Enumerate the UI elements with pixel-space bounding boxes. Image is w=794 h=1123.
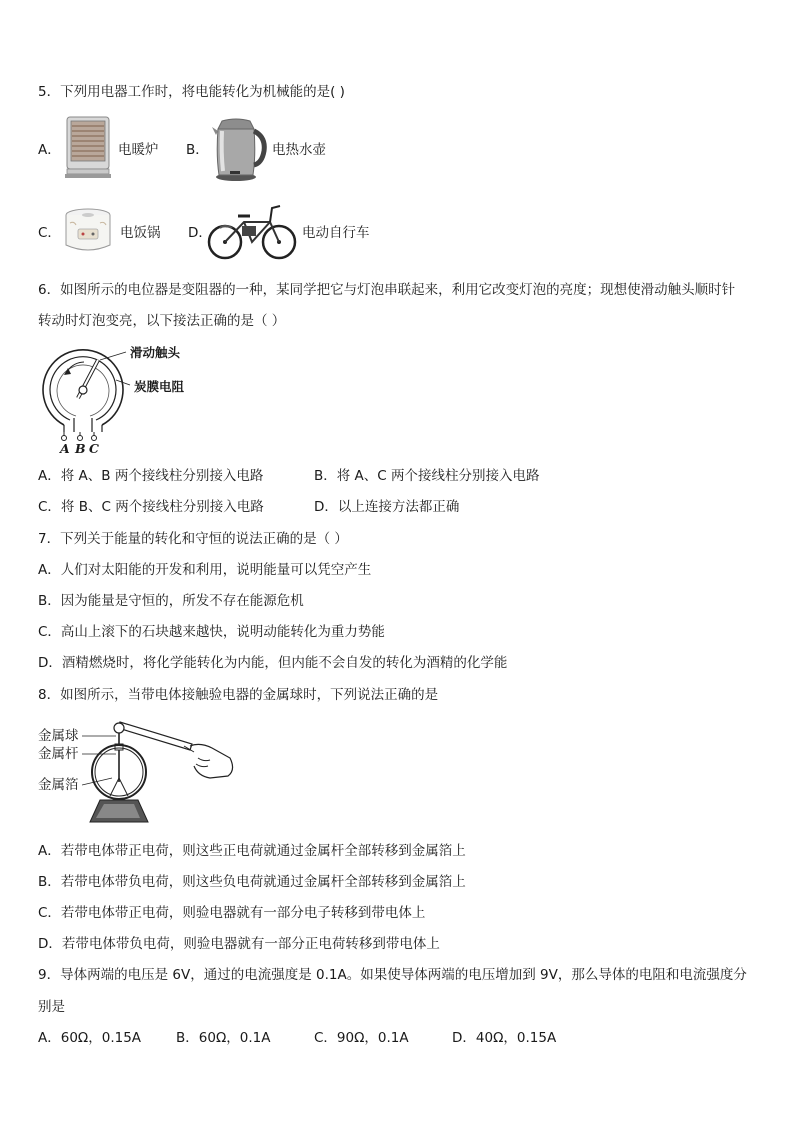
q5-option-d-letter: D． [188, 225, 212, 241]
q9-option-c: C．90Ω，0.1A [314, 1030, 409, 1046]
label-slider: 滑动触头 [130, 345, 181, 360]
q8-option-a: A．若带电体带正电荷，则这些正电荷就通过金属杆全部转移到金属箔上 [38, 843, 466, 859]
q6-option-a: A．将 A、B 两个接线柱分别接入电路 [38, 468, 264, 484]
q7-option-c: C．高山上滚下的石块越来越快，说明动能转化为重力势能 [38, 624, 385, 640]
label-metal-ball: 金属球 [38, 728, 79, 744]
q6-option-c: C．将 B、C 两个接线柱分别接入电路 [38, 499, 264, 515]
q5-option-a-text: 电暖炉 [118, 142, 159, 158]
q9-option-b: B．60Ω，0.1A [176, 1030, 271, 1046]
q5-option-c-text: 电饭锅 [120, 225, 161, 241]
terminal-c-label: C [89, 441, 99, 456]
q7-stem: 7．下列关于能量的转化和守恒的说法正确的是（ ） [38, 531, 348, 547]
rice-cooker-image [62, 205, 114, 257]
q8-option-b: B．若带电体带负电荷，则这些负电荷就通过金属杆全部转移到金属箔上 [38, 874, 466, 890]
q8-stem: 8．如图所示，当带电体接触验电器的金属球时，下列说法正确的是 [38, 687, 439, 703]
q5-option-c-letter: C． [38, 225, 61, 241]
label-leader-lines [82, 730, 122, 790]
q9-stem-line2: 别是 [38, 999, 65, 1015]
q8-option-c: C．若带电体带正电荷，则验电器就有一部分电子转移到带电体上 [38, 905, 426, 921]
q5-option-b-text: 电热水壶 [272, 142, 326, 158]
q6-stem-line1: 6．如图所示的电位器是变阻器的一种，某同学把它与灯泡串联起来，利用它改变灯泡的亮度；现想使滑动触头顺时针 [38, 282, 736, 298]
q9-option-a: A．60Ω，0.15A [38, 1030, 142, 1046]
terminal-b-label: B [75, 441, 86, 456]
electric-kettle-image [210, 115, 268, 183]
q8-option-d: D．若带电体带负电荷，则验电器就有一部分正电荷转移到带电体上 [38, 936, 440, 952]
q9-option-d: D．40Ω，0.15A [452, 1030, 557, 1046]
q5-stem: 5．下列用电器工作时，将电能转化为机械能的是( ) [38, 84, 345, 100]
electric-bicycle-image [206, 200, 298, 262]
q9-stem-line1: 9．导体两端的电压是 6V，通过的电流强度是 0.1A。如果使导体两端的电压增加到 9V，那么导体的电阻和电流强度分 [38, 967, 747, 983]
q5-option-d-text: 电动自行车 [302, 225, 370, 241]
label-carbon-film: 炭膜电阻 [134, 379, 185, 394]
q6-option-b: B．将 A、C 两个接线柱分别接入电路 [314, 468, 540, 484]
q7-option-b: B．因为能量是守恒的，所发不存在能源危机 [38, 593, 304, 609]
q6-stem-line2: 转动时灯泡变亮，以下接法正确的是（ ） [38, 313, 286, 329]
q6-option-d: D．以上连接方法都正确 [314, 499, 460, 515]
terminal-a-label: A [60, 441, 70, 456]
q5-option-b-letter: B． [186, 142, 209, 158]
label-metal-foil: 金属箔 [38, 777, 79, 793]
q5-option-a-letter: A． [38, 142, 61, 158]
electric-heater-image [64, 115, 112, 179]
q7-option-d: D．酒精燃烧时，将化学能转化为内能，但内能不会自发的转化为酒精的化学能 [38, 655, 508, 671]
label-metal-rod: 金属杆 [38, 746, 79, 762]
q7-option-a: A．人们对太阳能的开发和利用，说明能量可以凭空产生 [38, 562, 372, 578]
